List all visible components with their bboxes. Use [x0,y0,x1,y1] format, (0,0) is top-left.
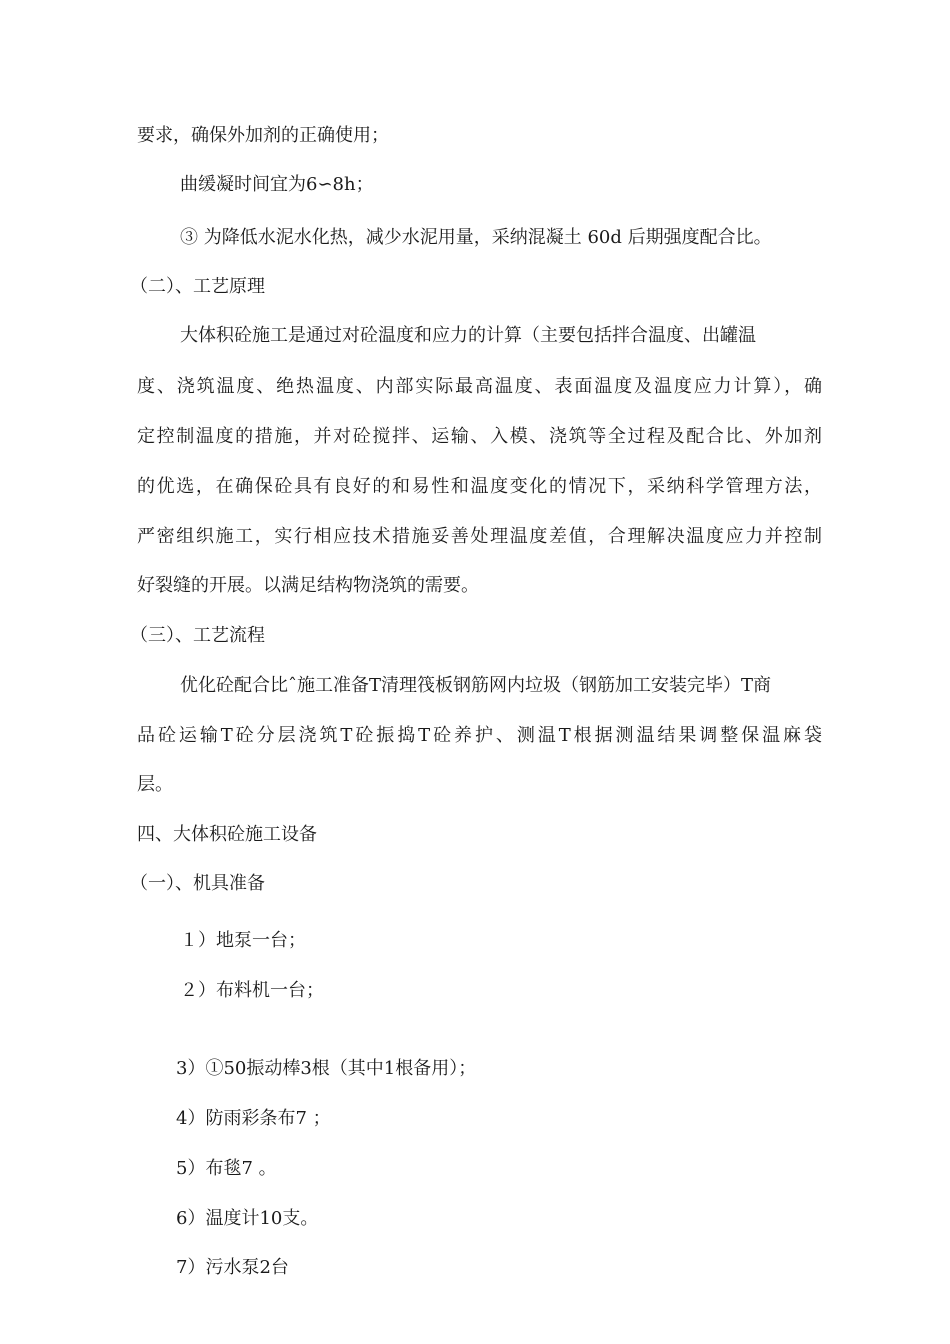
list-item-3: 3）①50振动棒3根（其中1根备用）； [176,1058,477,1079]
list-item-6: 6）温度计10支。 [176,1208,319,1229]
paragraph-line-2: 度、浇筑温度、绝热温度、内部实际最高温度、表面温度及温度应力计算），确 [137,376,822,397]
paragraph-line-4: 的优选，在确保砼具有良好的和易性和温度变化的情况下，采纳科学管理方法， [137,476,822,497]
flow-line-2: 品砼运输Τ砼分层浇筑Τ砼振捣Τ砼养护、测温Τ根据测温结果调整保温麻袋 [137,725,822,746]
text-line-3: ③ 为降低水泥水化热，减少水泥用量，采纳混凝土 60d 后期强度配合比。 [180,227,772,248]
flow-line-1: 优化砼配合比ˆ施工准备Τ清理筏板钢筋网内垃圾（钢筋加工安装完毕）Τ商 [180,675,772,696]
paragraph-line-1: 大体积砼施工是通过对砼温度和应力的计算（主要包括拌合温度、出罐温 [180,325,756,346]
flow-line-3: 层。 [137,774,173,795]
paragraph-line-3: 定控制温度的措施，并对砼搅拌、运输、入模、浇筑等全过程及配合比、外加剂 [137,426,822,447]
list-item-2: ２）布料机一台； [180,980,324,1001]
list-item-5: 5）布毯7 。 [176,1158,277,1179]
paragraph-line-5: 严密组织施工，实行相应技术措施妥善处理温度差值，合理解决温度应力并控制 [137,526,822,547]
section-heading-2: （二）、工艺原理 [130,276,265,297]
list-item-7: 7）污水泵2台 [176,1257,289,1278]
list-item-1: １）地泵一台； [180,930,306,951]
list-item-4: 4）防雨彩条布7 ； [176,1108,331,1129]
section-heading-3: （三）、工艺流程 [130,625,265,646]
text-line-2: 曲缓凝时间宜为6∽8h； [180,174,374,195]
chapter-heading-4: 四、大体积砼施工设备 [137,824,317,845]
section-heading-4-1: （一）、机具准备 [130,873,265,894]
paragraph-line-6: 好裂缝的开展。以满足结构物浇筑的需要。 [137,575,479,596]
text-line-1: 要求，确保外加剂的正确使用； [137,125,389,146]
